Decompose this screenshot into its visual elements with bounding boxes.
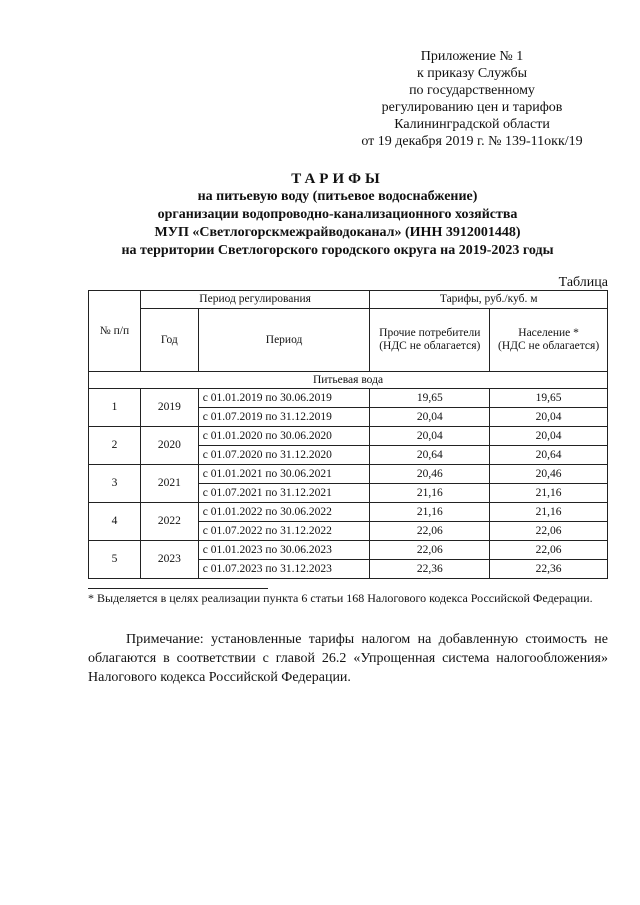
row-population: 20,64 [490,446,608,465]
row-population: 20,46 [490,465,608,484]
appendix-line: от 19 декабря 2019 г. № 139-11окк/19 [361,134,583,149]
row-population: 22,06 [490,541,608,560]
row-others: 20,04 [370,408,490,427]
row-population: 20,04 [490,408,608,427]
header-others-note: (НДС не облагается) [379,340,481,352]
row-period: с 01.07.2019 по 31.12.2019 [198,408,370,427]
row-period: с 01.01.2021 по 30.06.2021 [198,465,370,484]
row-population: 19,65 [490,389,608,408]
table-row [89,503,608,522]
title-line: организации водопроводно-канализационного хозяйства [157,207,518,222]
row-period: с 01.01.2020 по 30.06.2020 [198,427,370,446]
title-line: на территории Светлогорского городского округа на 2019-2023 годы [121,243,554,258]
row-population: 20,04 [490,427,608,446]
row-others: 22,06 [370,522,490,541]
row-period: с 01.07.2021 по 31.12.2021 [198,484,370,503]
header-reg-period: Период регулирования [140,291,369,309]
table-row [89,541,608,560]
row-others: 20,46 [370,465,490,484]
header-period: Период [198,309,370,372]
row-num: 4 [89,503,141,541]
row-num: 5 [89,541,141,579]
title-main: ТАРИФЫ [291,171,384,187]
footnote: * Выделяется в целях реализации пункта 6 статьи 168 Налогового кодекса Российской Федерации. [88,591,593,605]
row-population: 22,06 [490,522,608,541]
tariffs-table [88,290,608,579]
appendix-line: Калининградской области [394,117,550,132]
row-population: 21,16 [490,484,608,503]
title-line: МУП «Светлогорскмежрайводоканал» (ИНН 3912001448) [154,225,521,240]
appendix-line: Приложение № 1 [420,49,524,64]
row-period: с 01.07.2020 по 31.12.2020 [198,446,370,465]
row-num: 2 [89,427,141,465]
header-others-title: Прочие потребители [379,327,481,339]
row-others: 21,16 [370,503,490,522]
header-population-note: (НДС не облагается) [498,340,600,352]
table-row [89,465,608,484]
row-others: 20,04 [370,427,490,446]
row-others: 20,64 [370,446,490,465]
header-num: № п/п [89,291,141,372]
appendix-block [342,48,602,150]
table-label: Таблица [558,275,608,290]
header-year: Год [140,309,198,372]
row-year: 2021 [140,465,198,503]
row-num: 1 [89,389,141,427]
header-population-title: Население * [518,327,579,339]
row-population: 22,36 [490,560,608,579]
title-line: на питьевую воду (питьевое водоснабжение) [197,189,478,204]
footnote-divider [88,588,268,589]
appendix-line: по государственному [409,83,535,98]
section-row: Питьевая вода [89,372,608,389]
table-row [89,427,608,446]
row-period: с 01.01.2019 по 30.06.2019 [198,389,370,408]
row-others: 19,65 [370,389,490,408]
row-year: 2019 [140,389,198,427]
document-title [60,170,615,260]
row-period: с 01.01.2022 по 30.06.2022 [198,503,370,522]
row-year: 2022 [140,503,198,541]
row-period: с 01.07.2023 по 31.12.2023 [198,560,370,579]
row-others: 22,36 [370,560,490,579]
row-others: 22,06 [370,541,490,560]
table-row [89,389,608,408]
row-year: 2020 [140,427,198,465]
note-paragraph: Примечание: установленные тарифы налогом на добавленную стоимость не облагаются в соответствии с главой 26.2 «Упрощенная система налогообложения» Налогового кодекса Российской Федерации. [88,632,608,685]
header-others [370,309,490,372]
header-population [490,309,608,372]
row-others: 21,16 [370,484,490,503]
row-period: с 01.07.2022 по 31.12.2022 [198,522,370,541]
row-period: с 01.01.2023 по 30.06.2023 [198,541,370,560]
appendix-line: регулированию цен и тарифов [381,100,563,115]
header-tariffs: Тарифы, руб./куб. м [370,291,608,309]
row-num: 3 [89,465,141,503]
row-population: 21,16 [490,503,608,522]
appendix-line: к приказу Службы [417,66,527,81]
row-year: 2023 [140,541,198,579]
